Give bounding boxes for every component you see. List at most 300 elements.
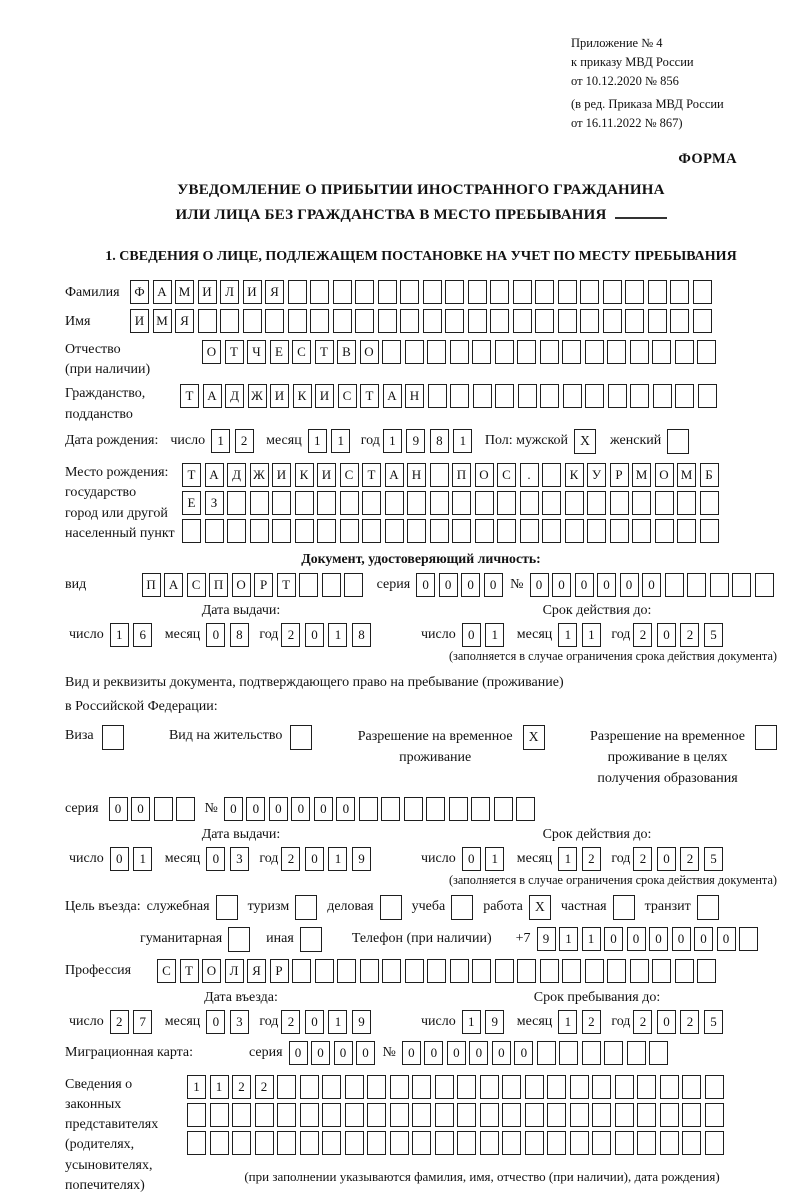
char-box[interactable]: Ж [248, 384, 267, 408]
char-box[interactable]: Р [610, 463, 629, 487]
char-box[interactable]: 1 [558, 847, 577, 871]
char-box[interactable]: 6 [133, 623, 152, 647]
char-box[interactable]: 2 [255, 1075, 274, 1099]
char-box[interactable]: М [632, 463, 651, 487]
char-box[interactable]: Т [180, 384, 199, 408]
char-box[interactable] [277, 1075, 296, 1099]
char-box[interactable]: 1 [582, 623, 601, 647]
char-box[interactable] [649, 1041, 668, 1065]
char-box[interactable] [210, 1131, 229, 1155]
char-box[interactable]: 1 [211, 429, 230, 453]
char-box[interactable] [570, 1131, 589, 1155]
char-box[interactable]: И [198, 280, 217, 304]
char-box[interactable] [300, 1131, 319, 1155]
char-box[interactable]: 5 [704, 1010, 723, 1034]
char-box[interactable] [652, 959, 671, 983]
char-box[interactable]: 0 [657, 1010, 676, 1034]
char-box[interactable] [652, 340, 671, 364]
char-box[interactable] [580, 280, 599, 304]
char-box[interactable] [565, 491, 584, 515]
char-box[interactable] [344, 573, 363, 597]
char-box[interactable]: А [153, 280, 172, 304]
char-box[interactable]: 0 [314, 797, 333, 821]
char-box[interactable] [445, 309, 464, 333]
char-box[interactable] [272, 491, 291, 515]
char-box[interactable]: 0 [289, 1041, 308, 1065]
char-box[interactable]: 2 [680, 847, 699, 871]
char-box[interactable] [426, 797, 445, 821]
char-box[interactable] [405, 340, 424, 364]
char-box[interactable] [615, 1075, 634, 1099]
char-box[interactable]: Т [277, 573, 296, 597]
purpose-commercial-checkbox[interactable] [380, 895, 402, 920]
char-box[interactable]: М [175, 280, 194, 304]
char-box[interactable]: 0 [627, 927, 646, 951]
char-box[interactable]: 0 [439, 573, 458, 597]
char-box[interactable] [457, 1131, 476, 1155]
char-box[interactable] [378, 309, 397, 333]
char-box[interactable] [675, 340, 694, 364]
char-box[interactable] [205, 519, 224, 543]
char-box[interactable] [513, 280, 532, 304]
char-box[interactable] [300, 1075, 319, 1099]
char-box[interactable] [625, 309, 644, 333]
char-box[interactable] [367, 1103, 386, 1127]
char-box[interactable]: Т [315, 340, 334, 364]
char-box[interactable] [322, 573, 341, 597]
char-box[interactable] [407, 519, 426, 543]
char-box[interactable] [345, 1131, 364, 1155]
char-box[interactable] [317, 491, 336, 515]
char-box[interactable] [495, 959, 514, 983]
char-box[interactable] [653, 384, 672, 408]
char-box[interactable]: С [157, 959, 176, 983]
char-box[interactable]: 2 [281, 1010, 300, 1034]
char-box[interactable] [665, 573, 684, 597]
char-box[interactable] [582, 1041, 601, 1065]
char-box[interactable]: С [292, 340, 311, 364]
purpose-study-checkbox[interactable] [451, 895, 473, 920]
char-box[interactable] [427, 340, 446, 364]
char-box[interactable]: М [677, 463, 696, 487]
char-box[interactable] [559, 1041, 578, 1065]
char-box[interactable] [570, 1075, 589, 1099]
char-box[interactable]: 1 [308, 429, 327, 453]
char-box[interactable] [340, 491, 359, 515]
char-box[interactable] [243, 309, 262, 333]
char-box[interactable]: 1 [485, 847, 504, 871]
char-box[interactable] [295, 491, 314, 515]
char-box[interactable]: П [209, 573, 228, 597]
char-box[interactable]: 0 [206, 623, 225, 647]
char-box[interactable] [660, 1103, 679, 1127]
char-box[interactable] [632, 491, 651, 515]
char-box[interactable]: 9 [485, 1010, 504, 1034]
purpose-humanitarian-checkbox[interactable] [228, 927, 250, 952]
char-box[interactable] [385, 491, 404, 515]
char-box[interactable]: 1 [462, 1010, 481, 1034]
char-box[interactable]: 0 [694, 927, 713, 951]
char-box[interactable] [660, 1075, 679, 1099]
char-box[interactable]: 0 [492, 1041, 511, 1065]
char-box[interactable]: А [164, 573, 183, 597]
char-box[interactable] [435, 1131, 454, 1155]
sex-male-checkbox[interactable]: X [574, 429, 596, 454]
char-box[interactable]: 1 [485, 623, 504, 647]
char-box[interactable]: А [385, 463, 404, 487]
char-box[interactable]: 2 [633, 623, 652, 647]
char-box[interactable]: 0 [109, 797, 128, 821]
char-box[interactable]: 1 [328, 623, 347, 647]
char-box[interactable] [475, 519, 494, 543]
char-box[interactable] [540, 384, 559, 408]
char-box[interactable] [670, 280, 689, 304]
char-box[interactable]: 7 [133, 1010, 152, 1034]
char-box[interactable] [471, 797, 490, 821]
char-box[interactable] [176, 797, 195, 821]
char-box[interactable]: З [205, 491, 224, 515]
char-box[interactable]: Б [700, 463, 719, 487]
purpose-other-checkbox[interactable] [300, 927, 322, 952]
char-box[interactable] [494, 797, 513, 821]
char-box[interactable]: 0 [447, 1041, 466, 1065]
char-box[interactable] [255, 1131, 274, 1155]
char-box[interactable] [292, 959, 311, 983]
char-box[interactable]: 1 [559, 927, 578, 951]
temp-residence-checkbox[interactable]: X [523, 725, 545, 750]
residence-permit-checkbox[interactable] [290, 725, 312, 750]
char-box[interactable]: 2 [110, 1010, 129, 1034]
char-box[interactable]: 0 [672, 927, 691, 951]
char-box[interactable] [367, 1075, 386, 1099]
char-box[interactable]: К [295, 463, 314, 487]
char-box[interactable] [227, 519, 246, 543]
char-box[interactable]: П [142, 573, 161, 597]
char-box[interactable] [272, 519, 291, 543]
char-box[interactable] [687, 573, 706, 597]
char-box[interactable] [333, 280, 352, 304]
char-box[interactable]: И [317, 463, 336, 487]
char-box[interactable] [299, 573, 318, 597]
char-box[interactable] [497, 491, 516, 515]
char-box[interactable] [473, 384, 492, 408]
char-box[interactable] [480, 1131, 499, 1155]
char-box[interactable]: 0 [356, 1041, 375, 1065]
char-box[interactable] [655, 491, 674, 515]
char-box[interactable] [450, 384, 469, 408]
char-box[interactable]: 9 [537, 927, 556, 951]
char-box[interactable] [430, 491, 449, 515]
char-box[interactable] [592, 1131, 611, 1155]
char-box[interactable] [585, 340, 604, 364]
char-box[interactable]: А [203, 384, 222, 408]
char-box[interactable] [232, 1103, 251, 1127]
char-box[interactable] [682, 1131, 701, 1155]
char-box[interactable] [540, 959, 559, 983]
char-box[interactable] [412, 1075, 431, 1099]
char-box[interactable] [340, 519, 359, 543]
char-box[interactable]: 1 [133, 847, 152, 871]
char-box[interactable] [520, 519, 539, 543]
char-box[interactable] [630, 959, 649, 983]
char-box[interactable]: Т [180, 959, 199, 983]
char-box[interactable] [592, 1103, 611, 1127]
char-box[interactable] [655, 519, 674, 543]
char-box[interactable] [423, 309, 442, 333]
char-box[interactable]: 8 [430, 429, 449, 453]
char-box[interactable] [355, 309, 374, 333]
char-box[interactable]: 0 [575, 573, 594, 597]
char-box[interactable] [227, 491, 246, 515]
char-box[interactable] [412, 1131, 431, 1155]
char-box[interactable] [700, 519, 719, 543]
char-box[interactable]: 8 [352, 623, 371, 647]
char-box[interactable] [288, 280, 307, 304]
char-box[interactable] [210, 1103, 229, 1127]
char-box[interactable]: Е [182, 491, 201, 515]
char-box[interactable]: Т [225, 340, 244, 364]
char-box[interactable] [603, 280, 622, 304]
char-box[interactable] [430, 463, 449, 487]
char-box[interactable] [562, 959, 581, 983]
char-box[interactable]: Е [270, 340, 289, 364]
char-box[interactable]: 0 [424, 1041, 443, 1065]
char-box[interactable] [607, 340, 626, 364]
char-box[interactable]: Я [247, 959, 266, 983]
char-box[interactable]: 2 [281, 847, 300, 871]
char-box[interactable] [337, 959, 356, 983]
char-box[interactable] [562, 340, 581, 364]
char-box[interactable] [154, 797, 173, 821]
char-box[interactable]: 0 [246, 797, 265, 821]
char-box[interactable] [345, 1075, 364, 1099]
char-box[interactable] [362, 519, 381, 543]
char-box[interactable]: 3 [230, 1010, 249, 1034]
char-box[interactable] [265, 309, 284, 333]
char-box[interactable] [502, 1131, 521, 1155]
char-box[interactable] [480, 1075, 499, 1099]
char-box[interactable] [637, 1103, 656, 1127]
visa-checkbox[interactable] [102, 725, 124, 750]
char-box[interactable]: 0 [462, 847, 481, 871]
char-box[interactable]: 0 [206, 1010, 225, 1034]
char-box[interactable]: 2 [281, 623, 300, 647]
char-box[interactable]: 0 [110, 847, 129, 871]
char-box[interactable]: 2 [235, 429, 254, 453]
char-box[interactable] [288, 309, 307, 333]
char-box[interactable] [345, 1103, 364, 1127]
char-box[interactable]: 1 [453, 429, 472, 453]
char-box[interactable]: 1 [582, 927, 601, 951]
char-box[interactable] [382, 959, 401, 983]
char-box[interactable] [359, 797, 378, 821]
char-box[interactable]: О [232, 573, 251, 597]
char-box[interactable] [468, 280, 487, 304]
char-box[interactable] [187, 1103, 206, 1127]
char-box[interactable] [627, 1041, 646, 1065]
char-box[interactable]: 0 [514, 1041, 533, 1065]
char-box[interactable] [450, 340, 469, 364]
char-box[interactable] [610, 491, 629, 515]
char-box[interactable]: 0 [530, 573, 549, 597]
char-box[interactable] [542, 463, 561, 487]
char-box[interactable]: 8 [230, 623, 249, 647]
char-box[interactable] [615, 1131, 634, 1155]
char-box[interactable]: Л [225, 959, 244, 983]
char-box[interactable] [518, 384, 537, 408]
char-box[interactable]: Т [360, 384, 379, 408]
char-box[interactable] [540, 340, 559, 364]
char-box[interactable] [367, 1131, 386, 1155]
char-box[interactable]: Н [407, 463, 426, 487]
char-box[interactable]: М [153, 309, 172, 333]
purpose-private-checkbox[interactable] [613, 895, 635, 920]
char-box[interactable] [542, 491, 561, 515]
char-box[interactable]: И [270, 384, 289, 408]
char-box[interactable] [362, 491, 381, 515]
char-box[interactable] [542, 519, 561, 543]
char-box[interactable] [310, 280, 329, 304]
char-box[interactable] [585, 384, 604, 408]
char-box[interactable] [277, 1103, 296, 1127]
char-box[interactable] [547, 1103, 566, 1127]
char-box[interactable]: И [315, 384, 334, 408]
char-box[interactable] [547, 1131, 566, 1155]
char-box[interactable]: 1 [383, 429, 402, 453]
char-box[interactable]: 0 [604, 927, 623, 951]
char-box[interactable] [322, 1075, 341, 1099]
char-box[interactable] [472, 959, 491, 983]
char-box[interactable] [610, 519, 629, 543]
char-box[interactable]: 2 [680, 1010, 699, 1034]
char-box[interactable]: 0 [484, 573, 503, 597]
char-box[interactable]: С [340, 463, 359, 487]
char-box[interactable] [693, 280, 712, 304]
sex-female-checkbox[interactable] [667, 429, 689, 454]
char-box[interactable] [520, 491, 539, 515]
char-box[interactable]: Р [254, 573, 273, 597]
char-box[interactable]: И [243, 280, 262, 304]
char-box[interactable] [558, 309, 577, 333]
char-box[interactable] [449, 797, 468, 821]
char-box[interactable] [452, 491, 471, 515]
char-box[interactable] [232, 1131, 251, 1155]
char-box[interactable] [300, 1103, 319, 1127]
char-box[interactable]: 0 [552, 573, 571, 597]
char-box[interactable] [698, 384, 717, 408]
char-box[interactable]: 0 [657, 847, 676, 871]
char-box[interactable]: 1 [187, 1075, 206, 1099]
char-box[interactable]: К [565, 463, 584, 487]
char-box[interactable] [450, 959, 469, 983]
char-box[interactable] [255, 1103, 274, 1127]
char-box[interactable]: 0 [206, 847, 225, 871]
char-box[interactable]: 2 [680, 623, 699, 647]
char-box[interactable] [608, 384, 627, 408]
char-box[interactable] [535, 280, 554, 304]
char-box[interactable]: 0 [642, 573, 661, 597]
char-box[interactable] [705, 1131, 724, 1155]
purpose-tourism-checkbox[interactable] [295, 895, 317, 920]
char-box[interactable]: Я [265, 280, 284, 304]
char-box[interactable]: 1 [328, 847, 347, 871]
char-box[interactable] [513, 309, 532, 333]
char-box[interactable]: Я [175, 309, 194, 333]
char-box[interactable] [412, 1103, 431, 1127]
char-box[interactable]: 0 [305, 847, 324, 871]
char-box[interactable]: 0 [131, 797, 150, 821]
char-box[interactable] [625, 280, 644, 304]
char-box[interactable] [697, 340, 716, 364]
char-box[interactable] [400, 280, 419, 304]
char-box[interactable] [660, 1131, 679, 1155]
char-box[interactable] [502, 1103, 521, 1127]
char-box[interactable]: 0 [649, 927, 668, 951]
char-box[interactable]: О [655, 463, 674, 487]
char-box[interactable]: 0 [291, 797, 310, 821]
char-box[interactable] [585, 959, 604, 983]
char-box[interactable] [404, 797, 423, 821]
char-box[interactable] [607, 959, 626, 983]
char-box[interactable]: 1 [110, 623, 129, 647]
char-box[interactable] [317, 519, 336, 543]
char-box[interactable] [198, 309, 217, 333]
char-box[interactable] [277, 1131, 296, 1155]
char-box[interactable] [435, 1075, 454, 1099]
char-box[interactable]: О [202, 959, 221, 983]
char-box[interactable]: О [360, 340, 379, 364]
char-box[interactable] [390, 1103, 409, 1127]
char-box[interactable] [615, 1103, 634, 1127]
char-box[interactable] [381, 797, 400, 821]
char-box[interactable]: Т [362, 463, 381, 487]
char-box[interactable] [604, 1041, 623, 1065]
char-box[interactable] [682, 1075, 701, 1099]
char-box[interactable] [517, 340, 536, 364]
char-box[interactable] [739, 927, 758, 951]
char-box[interactable] [637, 1075, 656, 1099]
char-box[interactable]: Д [225, 384, 244, 408]
char-box[interactable] [537, 1041, 556, 1065]
char-box[interactable]: Д [227, 463, 246, 487]
char-box[interactable] [355, 280, 374, 304]
char-box[interactable] [697, 959, 716, 983]
char-box[interactable] [310, 309, 329, 333]
char-box[interactable] [382, 340, 401, 364]
char-box[interactable] [580, 309, 599, 333]
char-box[interactable]: 1 [558, 623, 577, 647]
char-box[interactable] [525, 1075, 544, 1099]
char-box[interactable] [675, 384, 694, 408]
char-box[interactable]: 9 [352, 1010, 371, 1034]
char-box[interactable] [587, 519, 606, 543]
char-box[interactable] [637, 1131, 656, 1155]
char-box[interactable] [390, 1131, 409, 1155]
purpose-work-checkbox[interactable]: X [529, 895, 551, 920]
char-box[interactable] [435, 1103, 454, 1127]
char-box[interactable] [475, 491, 494, 515]
char-box[interactable]: 9 [352, 847, 371, 871]
char-box[interactable] [675, 959, 694, 983]
char-box[interactable] [682, 1103, 701, 1127]
char-box[interactable] [295, 519, 314, 543]
char-box[interactable] [700, 491, 719, 515]
char-box[interactable] [705, 1075, 724, 1099]
char-box[interactable] [407, 491, 426, 515]
char-box[interactable] [457, 1075, 476, 1099]
char-box[interactable]: И [272, 463, 291, 487]
char-box[interactable]: 0 [597, 573, 616, 597]
